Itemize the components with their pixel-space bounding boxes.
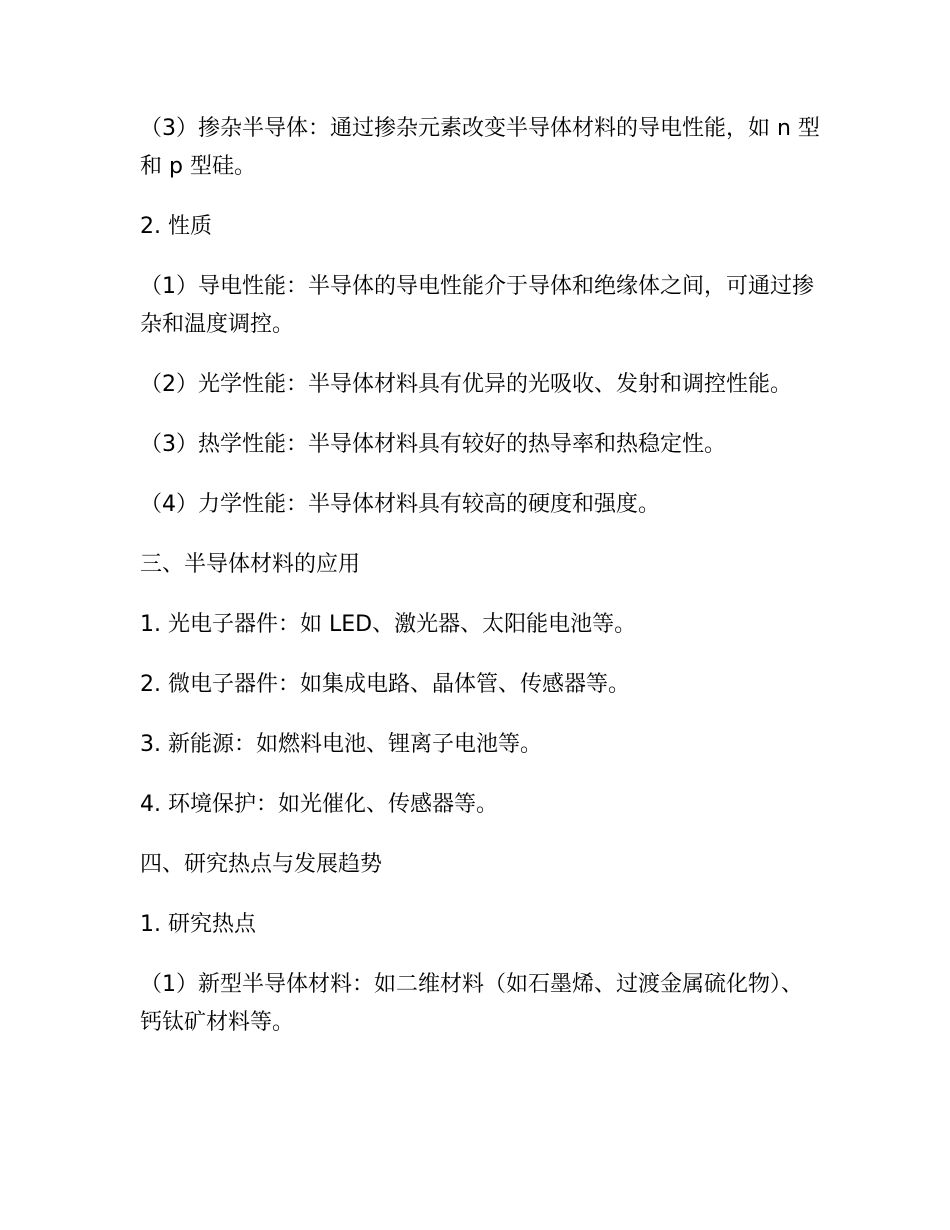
- heading-applications: 三、半导体材料的应用: [140, 552, 361, 577]
- list-item-microelectronics: 2. 微电子器件：如集成电路、晶体管、传感器等。: [140, 672, 630, 697]
- paragraph-optical: （2）光学性能：半导体材料具有优异的光吸收、发射和调控性能。: [140, 372, 792, 397]
- heading-research-hotspots: 1. 研究热点: [140, 912, 256, 937]
- heading-research-trends: 四、研究热点与发展趋势: [140, 852, 383, 877]
- paragraph-conductivity: （1）导电性能：半导体的导电性能介于导体和绝缘体之间，可通过掺杂和温度调控。: [140, 274, 814, 337]
- heading-properties: 2. 性质: [140, 214, 212, 239]
- paragraph-doped-semiconductor: （3）掺杂半导体：通过掺杂元素改变半导体材料的导电性能，如 n 型和 p 型硅。: [140, 116, 820, 179]
- list-item-new-energy: 3. 新能源：如燃料电池、锂离子电池等。: [140, 732, 542, 757]
- list-item-environment: 4. 环境保护：如光催化、传感器等。: [140, 792, 498, 817]
- paragraph-mechanical: （4）力学性能：半导体材料具有较高的硬度和强度。: [140, 492, 660, 517]
- paragraph-new-materials: （1）新型半导体材料：如二维材料（如石墨烯、过渡金属硫化物）、钙钛矿材料等。: [140, 972, 803, 1035]
- list-item-optoelectronics: 1. 光电子器件：如 LED、激光器、太阳能电池等。: [140, 612, 637, 637]
- paragraph-thermal: （3）热学性能：半导体材料具有较好的热导率和热稳定性。: [140, 432, 726, 457]
- document-page: [140, 110, 820, 1064]
